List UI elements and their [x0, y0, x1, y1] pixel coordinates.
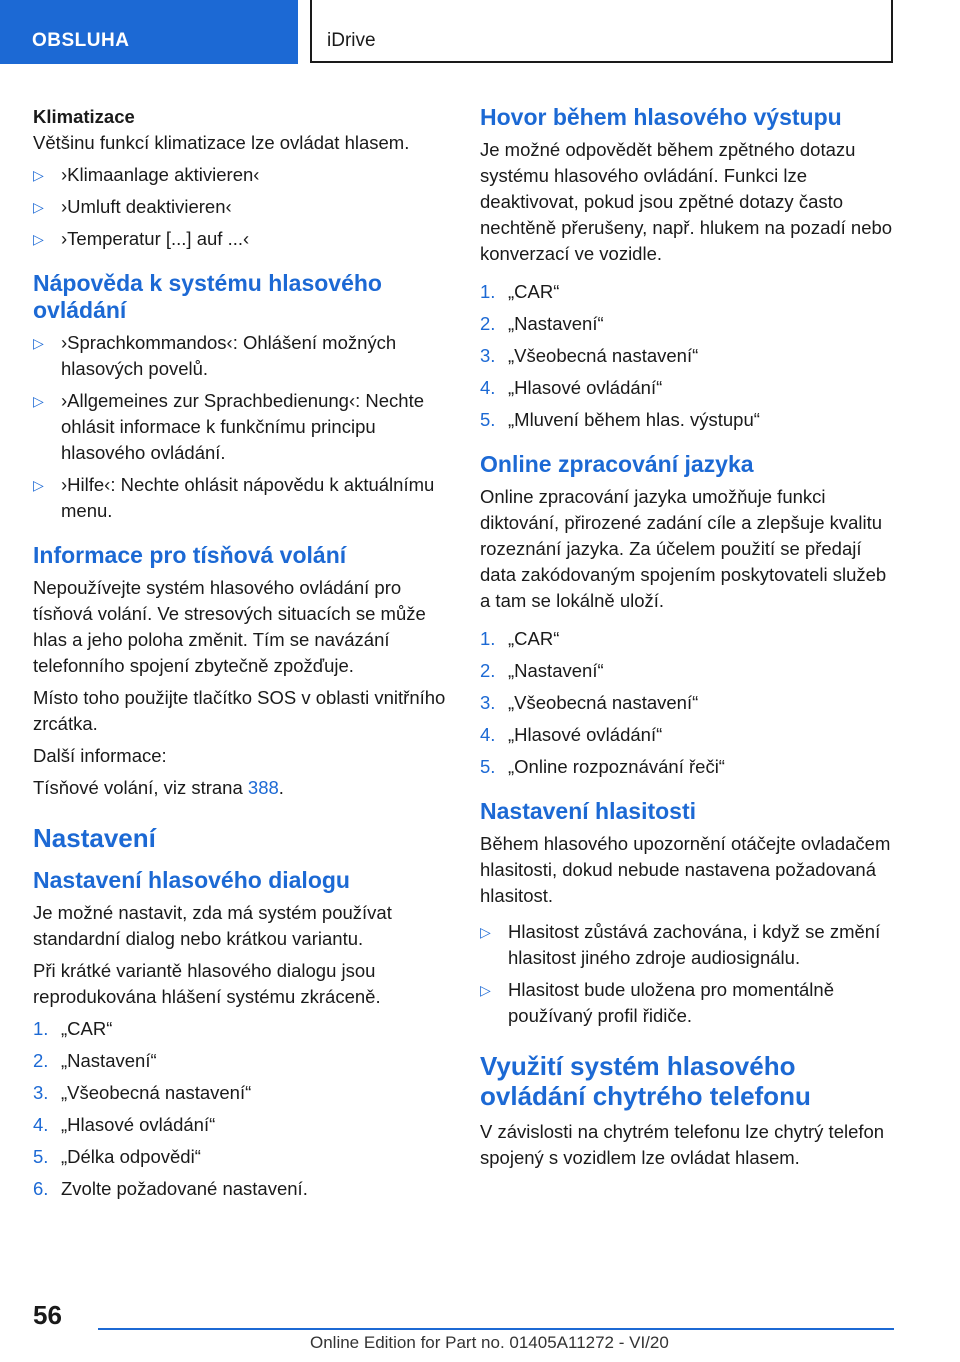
list-item: 4. „Hlasové ovládání“ [480, 724, 663, 745]
hlasitost-list [480, 919, 898, 1029]
list-item: 1. „CAR“ [480, 281, 560, 302]
dialog-p1: Je možné nastavit, zda má systém používat standardní dialog nebo krátkou variantu. [33, 902, 392, 949]
left-column [33, 104, 451, 1208]
dialog-steps [33, 1016, 451, 1202]
list-item: 2. „Nastavení“ [480, 313, 604, 334]
list-item: 4. „Hlasové ovládání“ [33, 1114, 216, 1135]
tisnova-reference: Tísňové volání, viz strana 388. [33, 777, 284, 798]
list-item: ▷ ›Sprachkommandos‹: Ohlášení možných hlasových povelů. [33, 332, 397, 379]
list-item: ▷ ›Temperatur [...] auf ...‹ [33, 226, 451, 252]
list-item: ▷ ›Umluft deaktivieren‹ [33, 194, 451, 220]
list-item: 4. „Hlasové ovládání“ [480, 377, 663, 398]
hlasitost-text: Během hlasového upozornění otáčejte ovladačem hlasitosti, dokud nebude nastavena požadovaná hlasitost. [480, 833, 891, 906]
footer-divider [98, 1328, 894, 1330]
list-item: ▷ Hlasitost bude uložena pro momentálně používaný profil řidiče. [480, 979, 834, 1026]
list-item: ▷ ›Allgemeines zur Sprachbedienung‹: Nechte ohlásit informace k funkčnímu principu hlasového ovládání. [33, 390, 425, 463]
list-item: 1. „CAR“ [33, 1018, 113, 1039]
tisnova-p1: Nepoužívejte systém hlasového ovládání pro tísňová volání. Ve stresových situacích se může hlas a jeho poloha změnit. Tím se navázání telefonního spojení zbytečně zpožďuje. [33, 577, 426, 676]
list-item: 3. „Všeobecná nastavení“ [33, 1082, 252, 1103]
dialog-p2: Při krátké variantě hlasového dialogu jsou reprodukována hlášení systému zkráceně. [33, 960, 381, 1007]
online-text: Online zpracování jazyka umožňuje funkci diktování, přirozené zadání cíle a zlepšuje kvalitu rozeznání jazyka. Za účelem použití se předají data zakódovaným spojením poskytovateli služeb a tam se lokálně uloží. [480, 486, 887, 611]
list-item: 5. „Online rozpoznávání řeči“ [480, 756, 725, 777]
section-title: OBSLUHA [32, 30, 130, 51]
list-item: 2. „Nastavení“ [480, 660, 604, 681]
tisnova-p2: Místo toho použijte tlačítko SOS v oblasti vnitřního zrcátka. [33, 687, 446, 734]
list-item: 3. „Všeobecná nastavení“ [480, 692, 699, 713]
hovor-heading: Hovor během hlasového výstupu [480, 104, 842, 130]
list-item: ▷ ›Hilfe‹: Nechte ohlásit nápovědu k aktuálnímu menu. [33, 474, 435, 521]
triangle-bullet-icon: ▷ [33, 231, 44, 247]
triangle-bullet-icon: ▷ [33, 393, 44, 409]
list-item: 3. „Všeobecná nastavení“ [480, 345, 699, 366]
online-steps [480, 626, 898, 780]
telefon-text: V závislosti na chytrém telefonu lze chytrý telefon spojený s vozidlem lze ovládat hlasem. [480, 1121, 885, 1168]
hovor-steps [480, 279, 898, 433]
klimatizace-heading: Klimatizace [33, 106, 135, 127]
hlasitost-heading: Nastavení hlasitosti [480, 798, 697, 824]
hovor-text: Je možné odpovědět během zpětného dotazu systému hlasového ovládání. Funkci lze deaktivovat, pokud jsou zpětné dotazy často nechtěně přerušeny, např. hlukem na pozadí nebo konverzací ve vozidle. [480, 139, 893, 264]
online-heading: Online zpracování jazyka [480, 451, 754, 477]
list-item: ▷ Hlasitost zůstává zachována, i když se změní hlasitost jiného zdroje audiosignálu. [480, 921, 881, 968]
chapter-title: iDrive [327, 30, 376, 51]
list-item: 1. „CAR“ [480, 628, 560, 649]
page-reference-link[interactable]: 388 [247, 777, 279, 798]
tisnova-p3: Další informace: [33, 745, 167, 766]
triangle-bullet-icon: ▷ [480, 924, 491, 940]
dialog-heading: Nastavení hlasového dialogu [33, 867, 350, 893]
list-item: 5. „Mluvení během hlas. výstupu“ [480, 409, 760, 430]
list-item: ▷ ›Klimaanlage aktivieren‹ [33, 162, 451, 188]
triangle-bullet-icon: ▷ [480, 982, 491, 998]
section-tab [0, 0, 298, 64]
triangle-bullet-icon: ▷ [33, 199, 44, 215]
page-number: 56 [33, 1300, 62, 1330]
footer-edition: Online Edition for Part no. 01405A11272 - VI/20 [310, 1333, 669, 1352]
list-item: 5. „Délka odpovědi“ [33, 1146, 201, 1167]
klimatizace-text: Většinu funkcí klimatizace lze ovládat hlasem. [33, 132, 410, 153]
list-item: 2. „Nastavení“ [33, 1050, 157, 1071]
list-item: 6. Zvolte požadované nastavení. [33, 1178, 308, 1199]
tisnova-heading: Informace pro tísňová volání [33, 542, 347, 568]
napoveda-heading: Nápověda k systému hlasového ovládání [33, 270, 382, 323]
telefon-heading: Využití systém hlasového ovládání chytrého telefonu [480, 1051, 811, 1111]
nastaveni-heading: Nastavení [33, 823, 156, 853]
napoveda-list [33, 330, 451, 524]
triangle-bullet-icon: ▷ [33, 335, 44, 351]
triangle-bullet-icon: ▷ [33, 167, 44, 183]
klimatizace-list [33, 162, 451, 252]
right-column [480, 104, 898, 1177]
chapter-tab [310, 0, 893, 63]
triangle-bullet-icon: ▷ [33, 477, 44, 493]
